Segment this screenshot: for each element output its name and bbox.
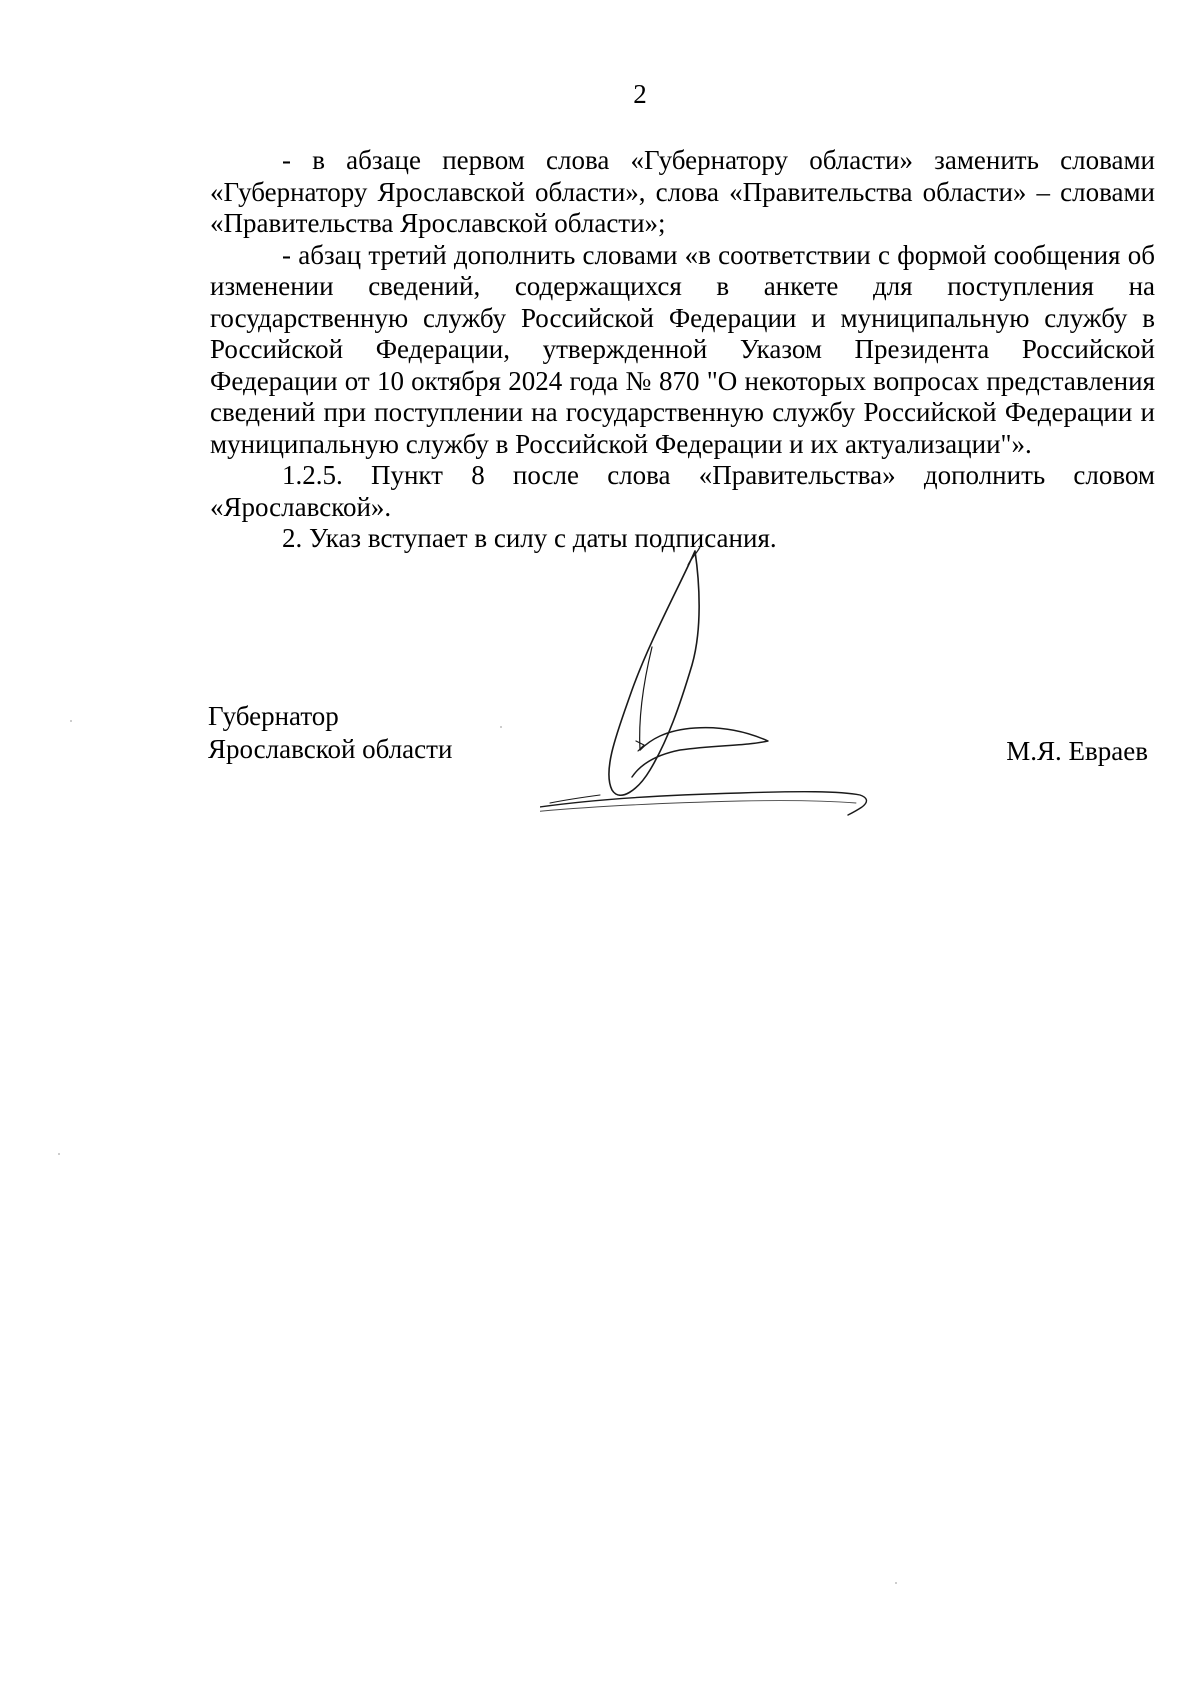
scan-speck bbox=[70, 720, 72, 722]
signatory-name: М.Я. Евраев bbox=[1006, 736, 1148, 766]
scan-speck bbox=[895, 1582, 897, 1584]
paragraph-item-1-2-5: 1.2.5. Пункт 8 после слова «Правительства» дополнить словом «Ярославской». bbox=[210, 460, 1155, 522]
handwritten-signature bbox=[540, 545, 960, 835]
signatory-position bbox=[208, 700, 452, 766]
paragraph-effective-date: 2. Указ вступает в силу с даты подписания. bbox=[282, 523, 777, 553]
signatory-position-line2: Ярославской области bbox=[208, 734, 453, 764]
scan-speck bbox=[58, 1153, 60, 1155]
scan-speck bbox=[500, 726, 502, 728]
paragraph-amend-first: - в абзаце первом слова «Губернатору области» заменить словами «Губернатору Ярославской области», слова «Правительства области» – словами «Правительства Ярославской области»; bbox=[210, 145, 1155, 238]
signatory-position-line1: Губернатор bbox=[208, 701, 339, 731]
page-number: 2 bbox=[633, 79, 647, 109]
paragraph-amend-third: - абзац третий дополнить словами «в соответствии с формой сообщения об изменении сведений, содержащихся в анкете для поступления на государственную службу Российской Федерации и муниципальную службу в Российской Федерации, утвержденной Указом Президента Российской Федерации от 10 октября 2024 года № 870 "О некоторых вопросах представления сведений при поступлении на государственную службу Российской Федерации и муниципальную службу в Российской Федерации и их актуализации"». bbox=[210, 239, 1155, 459]
